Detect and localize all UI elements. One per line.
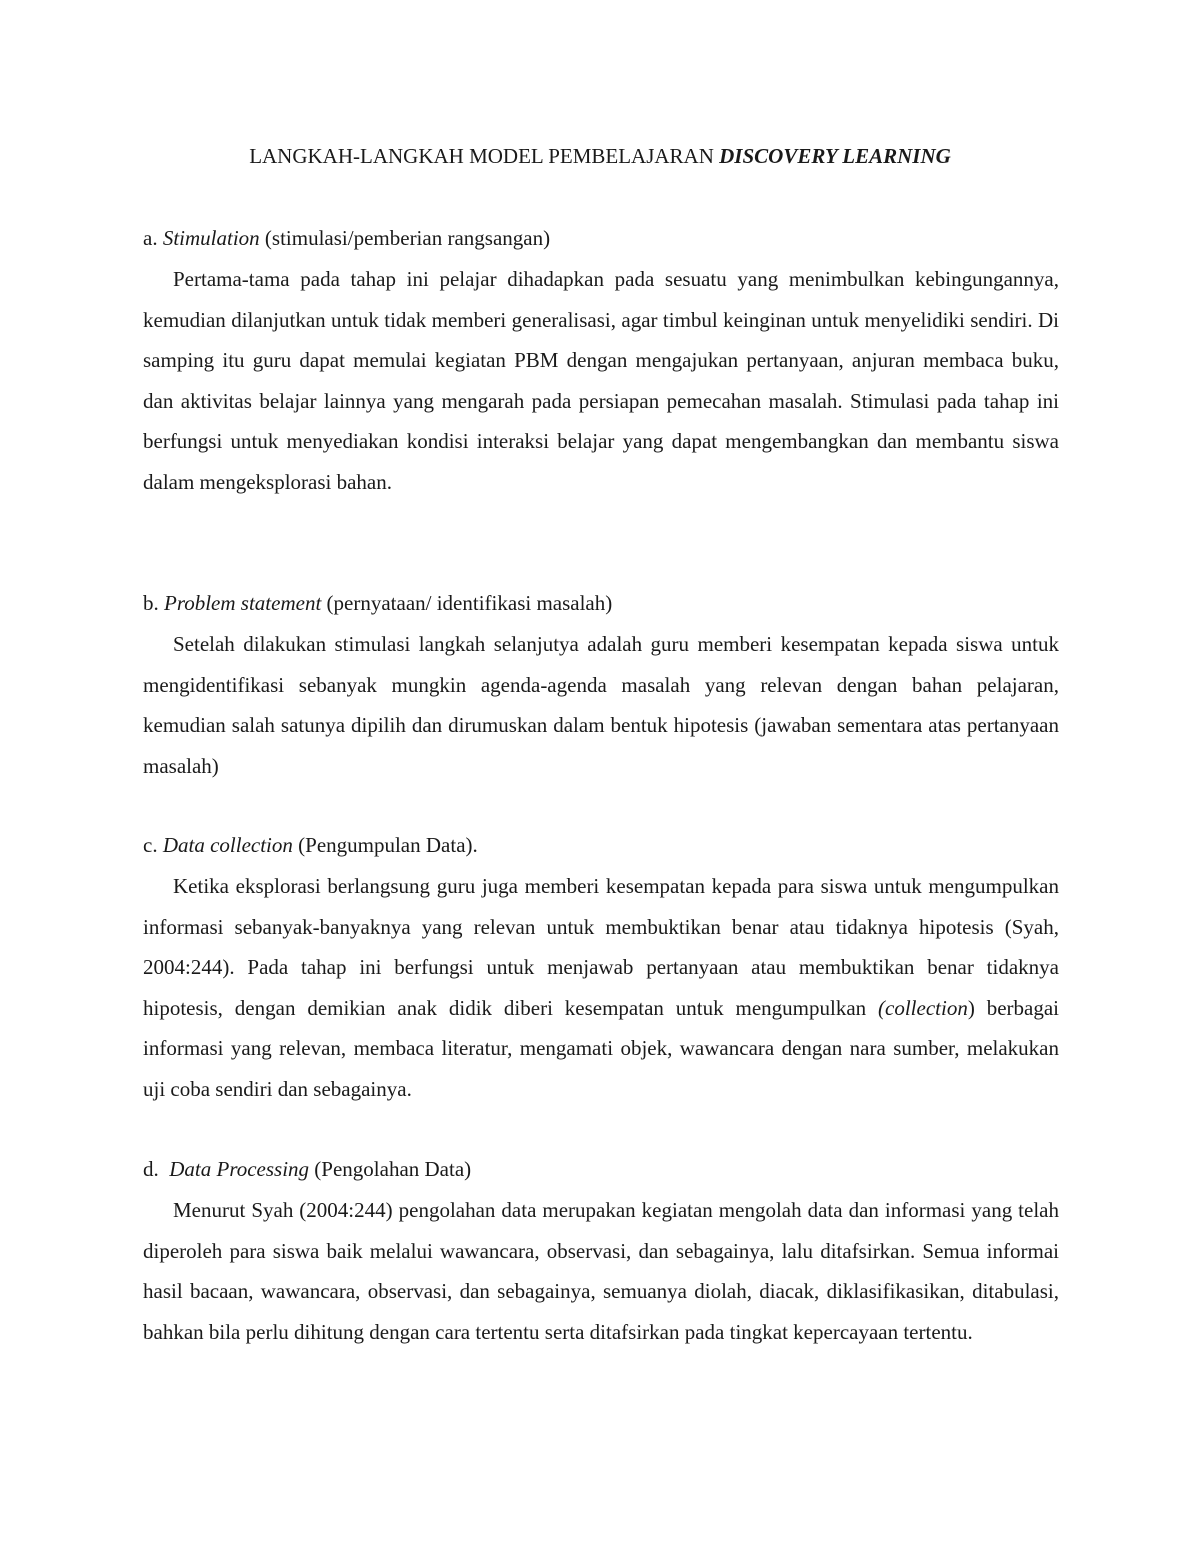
title-plain: LANGKAH-LANGKAH MODEL PEMBELAJARAN [249, 144, 720, 168]
section-d-body [143, 1190, 1059, 1352]
section-c-heading [143, 829, 478, 861]
section-b-heading [143, 587, 612, 619]
section-a-term: Stimulation [162, 226, 260, 250]
section-c-text-before: Ketika eksplorasi berlangsung guru juga memberi kesempatan kepada para siswa untuk mengumpulkan informasi sebanyak-banyaknya yang relevan untuk membuktikan benar atau tidaknya hipotesis (Syah, 2004:244). Pada tahap ini berfungsi untuk menjawab pertanyaan atau membuktikan benar tidaknya hipotesis, dengan demikian anak didik diberi kesempatan untuk mengumpulkan [143, 874, 1059, 1020]
section-a-body [143, 259, 1059, 503]
section-a-letter: a. [143, 226, 163, 250]
section-b-letter: b. [143, 591, 164, 615]
section-a-gloss: (stimulasi/pemberian rangsangan) [259, 226, 551, 250]
section-d-letter: d. [143, 1157, 170, 1181]
section-b-term: Problem statement [164, 591, 322, 615]
section-a-heading [143, 222, 550, 254]
section-b-text: Setelah dilakukan stimulasi langkah selanjutya adalah guru memberi kesempatan kepada siswa untuk mengidentifikasi sebanyak mungkin agenda-agenda masalah yang relevan dengan bahan pelajaran, kemudian salah satunya dipilih dan dirumuskan dalam bentuk hipotesis (jawaban sementara atas pertanyaan masalah) [143, 632, 1059, 778]
section-d-text: Menurut Syah (2004:244) pengolahan data merupakan kegiatan mengolah data dan informasi yang telah diperoleh para siswa baik melalui wawancara, observasi, dan sebagainya, lalu ditafsirkan. Semua informai hasil bacaan, wawancara, observasi, dan sebagainya, semuanya diolah, diacak, diklasifikasikan, ditabulasi, bahkan bila perlu dihitung dengan cara tertentu serta ditafsirkan pada tingkat kepercayaan tertentu. [143, 1198, 1059, 1344]
section-c-letter: c. [143, 833, 163, 857]
document-title [140, 140, 1060, 172]
section-b-gloss: (pernyataan/ identifikasi masalah) [321, 591, 613, 615]
section-c-body [143, 866, 1059, 1110]
section-d-term: Data Processing [169, 1157, 310, 1181]
section-c-gloss: (Pengumpulan Data). [292, 833, 478, 857]
title-emphasis: DISCOVERY LEARNING [719, 144, 951, 168]
section-d-gloss: (Pengolahan Data) [309, 1157, 472, 1181]
section-b-body [143, 624, 1059, 786]
section-a-text: Pertama-tama pada tahap ini pelajar dihadapkan pada sesuatu yang menimbulkan kebingungannya, kemudian dilanjutkan untuk tidak memberi generalisasi, agar timbul keinginan untuk menyelidiki sendiri. Di samping itu guru dapat memulai kegiatan PBM dengan mengajukan pertanyaan, anjuran membaca buku, dan aktivitas belajar lainnya yang mengarah pada persiapan pemecahan masalah. Stimulasi pada tahap ini berfungsi untuk menyediakan kondisi interaksi belajar yang dapat mengembangkan dan membantu siswa dalam mengeksplorasi bahan. [143, 267, 1059, 494]
section-c-term: Data collection [162, 833, 293, 857]
section-d-heading [143, 1153, 471, 1185]
section-c-text-italic: (collection [878, 995, 968, 1020]
section-c-text-after: ) berbagai informasi yang relevan, membaca literatur, mengamati objek, wawancara dengan nara sumber, melakukan uji coba sendiri dan sebagainya. [143, 995, 1059, 1101]
